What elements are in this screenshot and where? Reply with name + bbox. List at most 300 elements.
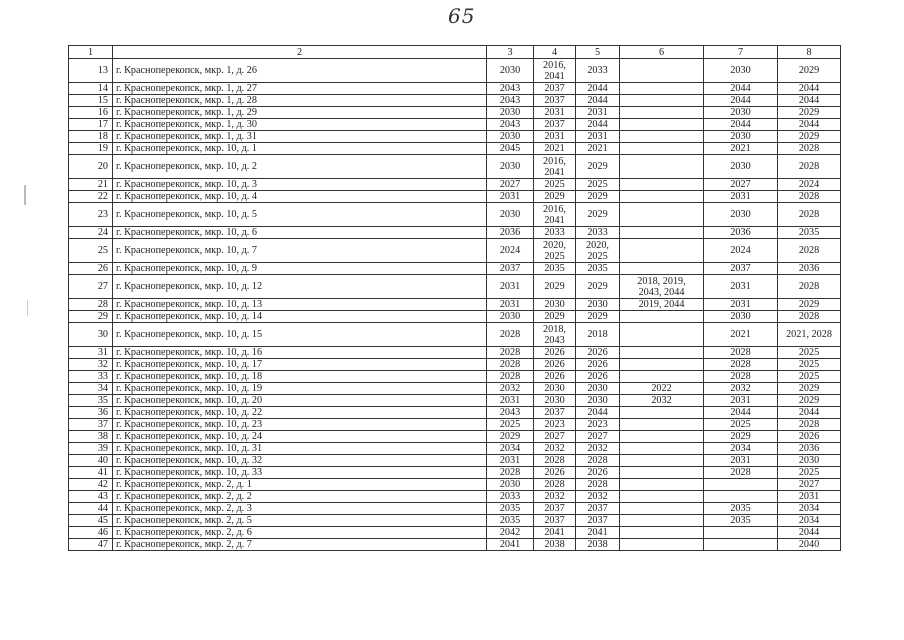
- column-header: 4: [534, 46, 576, 59]
- col6-cell: [620, 359, 704, 371]
- col8-cell: 2028: [778, 311, 841, 323]
- table-row: [69, 383, 841, 395]
- col7-cell: 2028: [704, 347, 778, 359]
- col8-cell: 2029: [778, 131, 841, 143]
- address-cell: г. Красноперекопск, мкр. 10, д. 15: [113, 323, 487, 347]
- row-number: 40: [69, 455, 113, 467]
- table-row: [69, 299, 841, 311]
- header-row: [69, 46, 841, 59]
- col6-cell: [620, 491, 704, 503]
- col7-cell: 2030: [704, 155, 778, 179]
- address-cell: г. Красноперекопск, мкр. 10, д. 5: [113, 203, 487, 227]
- col8-cell: 2028: [778, 419, 841, 431]
- col8-cell: 2028: [778, 203, 841, 227]
- schedule-table: [68, 45, 841, 551]
- col8-cell: 2031: [778, 491, 841, 503]
- col6-cell: 2018, 2019, 2043, 2044: [620, 275, 704, 299]
- col8-cell: 2035: [778, 227, 841, 239]
- table-row: [69, 107, 841, 119]
- table-row: [69, 359, 841, 371]
- col7-cell: 2025: [704, 419, 778, 431]
- address-cell: г. Красноперекопск, мкр. 1, д. 28: [113, 95, 487, 107]
- col6-cell: [620, 431, 704, 443]
- col7-cell: 2031: [704, 299, 778, 311]
- col6-cell: [620, 131, 704, 143]
- col6-cell: [620, 239, 704, 263]
- col7-cell: 2024: [704, 239, 778, 263]
- col6-cell: [620, 503, 704, 515]
- col3-cell: 2030: [487, 59, 534, 83]
- col8-cell: 2029: [778, 107, 841, 119]
- address-cell: г. Красноперекопск, мкр. 2, д. 1: [113, 479, 487, 491]
- row-number: 15: [69, 95, 113, 107]
- col5-cell: 2027: [576, 431, 620, 443]
- table-row: [69, 503, 841, 515]
- table-row: [69, 323, 841, 347]
- col4-cell: 2029: [534, 311, 576, 323]
- address-cell: г. Красноперекопск, мкр. 10, д. 32: [113, 455, 487, 467]
- row-number: 46: [69, 527, 113, 539]
- col6-cell: [620, 155, 704, 179]
- column-header: 7: [704, 46, 778, 59]
- address-cell: г. Красноперекопск, мкр. 10, д. 18: [113, 371, 487, 383]
- column-header: 1: [69, 46, 113, 59]
- col8-cell: 2040: [778, 539, 841, 551]
- address-cell: г. Красноперекопск, мкр. 1, д. 27: [113, 83, 487, 95]
- col3-cell: 2041: [487, 539, 534, 551]
- col5-cell: 2032: [576, 443, 620, 455]
- column-header: 6: [620, 46, 704, 59]
- col6-cell: [620, 479, 704, 491]
- col7-cell: 2028: [704, 371, 778, 383]
- col6-cell: [620, 143, 704, 155]
- col3-cell: 2031: [487, 191, 534, 203]
- table-body: [69, 59, 841, 551]
- col4-cell: 2016, 2041: [534, 155, 576, 179]
- row-number: 42: [69, 479, 113, 491]
- row-number: 14: [69, 83, 113, 95]
- table-row: [69, 347, 841, 359]
- address-cell: г. Красноперекопск, мкр. 1, д. 26: [113, 59, 487, 83]
- table-row: [69, 491, 841, 503]
- col3-cell: 2028: [487, 323, 534, 347]
- col6-cell: [620, 263, 704, 275]
- row-number: 25: [69, 239, 113, 263]
- col7-cell: 2030: [704, 107, 778, 119]
- col8-cell: 2044: [778, 527, 841, 539]
- col5-cell: 2030: [576, 299, 620, 311]
- col3-cell: 2043: [487, 407, 534, 419]
- col7-cell: 2031: [704, 191, 778, 203]
- row-number: 21: [69, 179, 113, 191]
- col5-cell: 2026: [576, 359, 620, 371]
- col8-cell: 2030: [778, 455, 841, 467]
- col5-cell: 2031: [576, 131, 620, 143]
- table-row: [69, 407, 841, 419]
- col8-cell: 2025: [778, 467, 841, 479]
- row-number: 43: [69, 491, 113, 503]
- address-cell: г. Красноперекопск, мкр. 2, д. 3: [113, 503, 487, 515]
- table-row: [69, 143, 841, 155]
- col8-cell: 2044: [778, 407, 841, 419]
- address-cell: г. Красноперекопск, мкр. 10, д. 9: [113, 263, 487, 275]
- address-cell: г. Красноперекопск, мкр. 10, д. 3: [113, 179, 487, 191]
- table-row: [69, 119, 841, 131]
- col8-cell: 2044: [778, 95, 841, 107]
- col4-cell: 2029: [534, 275, 576, 299]
- row-number: 36: [69, 407, 113, 419]
- row-number: 33: [69, 371, 113, 383]
- address-cell: г. Красноперекопск, мкр. 10, д. 12: [113, 275, 487, 299]
- col4-cell: 2037: [534, 95, 576, 107]
- col7-cell: [704, 539, 778, 551]
- col5-cell: 2041: [576, 527, 620, 539]
- row-number: 18: [69, 131, 113, 143]
- col3-cell: 2030: [487, 479, 534, 491]
- col6-cell: [620, 455, 704, 467]
- table-row: [69, 455, 841, 467]
- col4-cell: 2037: [534, 119, 576, 131]
- col7-cell: 2044: [704, 83, 778, 95]
- col5-cell: 2044: [576, 119, 620, 131]
- address-cell: г. Красноперекопск, мкр. 10, д. 16: [113, 347, 487, 359]
- col5-cell: 2029: [576, 311, 620, 323]
- col3-cell: 2043: [487, 83, 534, 95]
- col3-cell: 2036: [487, 227, 534, 239]
- row-number: 37: [69, 419, 113, 431]
- table-row: [69, 155, 841, 179]
- col4-cell: 2016, 2041: [534, 59, 576, 83]
- col6-cell: [620, 347, 704, 359]
- col3-cell: 2030: [487, 107, 534, 119]
- col7-cell: 2032: [704, 383, 778, 395]
- col4-cell: 2026: [534, 467, 576, 479]
- col3-cell: 2030: [487, 311, 534, 323]
- col5-cell: 2025: [576, 179, 620, 191]
- row-number: 16: [69, 107, 113, 119]
- col4-cell: 2035: [534, 263, 576, 275]
- col8-cell: 2028: [778, 155, 841, 179]
- col6-cell: [620, 467, 704, 479]
- address-cell: г. Красноперекопск, мкр. 10, д. 1: [113, 143, 487, 155]
- col6-cell: [620, 419, 704, 431]
- table-row: [69, 371, 841, 383]
- table-row: [69, 83, 841, 95]
- col4-cell: 2041: [534, 527, 576, 539]
- row-number: 26: [69, 263, 113, 275]
- address-cell: г. Красноперекопск, мкр. 10, д. 23: [113, 419, 487, 431]
- col5-cell: 2031: [576, 107, 620, 119]
- address-cell: г. Красноперекопск, мкр. 10, д. 14: [113, 311, 487, 323]
- col4-cell: 2027: [534, 431, 576, 443]
- table-row: [69, 311, 841, 323]
- col7-cell: 2031: [704, 395, 778, 407]
- address-cell: г. Красноперекопск, мкр. 10, д. 24: [113, 431, 487, 443]
- col7-cell: 2030: [704, 203, 778, 227]
- col6-cell: [620, 539, 704, 551]
- col4-cell: 2018, 2043: [534, 323, 576, 347]
- col5-cell: 2035: [576, 263, 620, 275]
- address-cell: г. Красноперекопск, мкр. 1, д. 30: [113, 119, 487, 131]
- col3-cell: 2030: [487, 131, 534, 143]
- col8-cell: 2029: [778, 383, 841, 395]
- col6-cell: [620, 191, 704, 203]
- table-row: [69, 443, 841, 455]
- col3-cell: 2031: [487, 455, 534, 467]
- col8-cell: 2029: [778, 395, 841, 407]
- address-cell: г. Красноперекопск, мкр. 10, д. 7: [113, 239, 487, 263]
- col4-cell: 2037: [534, 515, 576, 527]
- col3-cell: 2031: [487, 275, 534, 299]
- col5-cell: 2028: [576, 479, 620, 491]
- row-number: 44: [69, 503, 113, 515]
- col3-cell: 2028: [487, 371, 534, 383]
- table-row: [69, 227, 841, 239]
- row-number: 39: [69, 443, 113, 455]
- col7-cell: 2044: [704, 407, 778, 419]
- table-row: [69, 539, 841, 551]
- col5-cell: 2033: [576, 227, 620, 239]
- col7-cell: 2030: [704, 131, 778, 143]
- address-cell: г. Красноперекопск, мкр. 10, д. 6: [113, 227, 487, 239]
- col4-cell: 2029: [534, 191, 576, 203]
- row-number: 28: [69, 299, 113, 311]
- col3-cell: 2025: [487, 419, 534, 431]
- col3-cell: 2033: [487, 491, 534, 503]
- col3-cell: 2027: [487, 179, 534, 191]
- col7-cell: 2031: [704, 455, 778, 467]
- col8-cell: 2044: [778, 119, 841, 131]
- col6-cell: [620, 119, 704, 131]
- col7-cell: 2044: [704, 119, 778, 131]
- col5-cell: 2030: [576, 383, 620, 395]
- col4-cell: 2021: [534, 143, 576, 155]
- col8-cell: 2026: [778, 431, 841, 443]
- table-row: [69, 239, 841, 263]
- col8-cell: 2025: [778, 359, 841, 371]
- col3-cell: 2029: [487, 431, 534, 443]
- col3-cell: 2037: [487, 263, 534, 275]
- table-row: [69, 203, 841, 227]
- col8-cell: 2028: [778, 239, 841, 263]
- col3-cell: 2035: [487, 503, 534, 515]
- col8-cell: 2029: [778, 299, 841, 311]
- scan-mark: [24, 185, 26, 205]
- table-row: [69, 515, 841, 527]
- table-row: [69, 263, 841, 275]
- col6-cell: [620, 227, 704, 239]
- col7-cell: 2037: [704, 263, 778, 275]
- col5-cell: 2030: [576, 395, 620, 407]
- col5-cell: 2044: [576, 407, 620, 419]
- col5-cell: 2037: [576, 503, 620, 515]
- row-number: 31: [69, 347, 113, 359]
- col6-cell: [620, 107, 704, 119]
- col6-cell: [620, 443, 704, 455]
- col7-cell: 2030: [704, 311, 778, 323]
- row-number: 22: [69, 191, 113, 203]
- col4-cell: 2028: [534, 479, 576, 491]
- col8-cell: 2027: [778, 479, 841, 491]
- col6-cell: [620, 311, 704, 323]
- col7-cell: 2028: [704, 359, 778, 371]
- col8-cell: 2034: [778, 515, 841, 527]
- col4-cell: 2028: [534, 455, 576, 467]
- col4-cell: 2037: [534, 83, 576, 95]
- row-number: 32: [69, 359, 113, 371]
- col5-cell: 2023: [576, 419, 620, 431]
- col7-cell: 2021: [704, 323, 778, 347]
- address-cell: г. Красноперекопск, мкр. 2, д. 2: [113, 491, 487, 503]
- row-number: 23: [69, 203, 113, 227]
- col6-cell: [620, 515, 704, 527]
- row-number: 19: [69, 143, 113, 155]
- col6-cell: 2032: [620, 395, 704, 407]
- col8-cell: 2028: [778, 275, 841, 299]
- col5-cell: 2037: [576, 515, 620, 527]
- col7-cell: 2029: [704, 431, 778, 443]
- col6-cell: [620, 407, 704, 419]
- col4-cell: 2031: [534, 131, 576, 143]
- col7-cell: 2031: [704, 275, 778, 299]
- col5-cell: 2026: [576, 467, 620, 479]
- row-number: 27: [69, 275, 113, 299]
- page-number: 65: [448, 4, 476, 28]
- column-header: 5: [576, 46, 620, 59]
- address-cell: г. Красноперекопск, мкр. 10, д. 4: [113, 191, 487, 203]
- col8-cell: 2025: [778, 347, 841, 359]
- col7-cell: 2034: [704, 443, 778, 455]
- col5-cell: 2044: [576, 95, 620, 107]
- col7-cell: [704, 479, 778, 491]
- address-cell: г. Красноперекопск, мкр. 10, д. 33: [113, 467, 487, 479]
- col5-cell: 2029: [576, 191, 620, 203]
- col4-cell: 2020, 2025: [534, 239, 576, 263]
- row-number: 20: [69, 155, 113, 179]
- col4-cell: 2030: [534, 383, 576, 395]
- col4-cell: 2026: [534, 347, 576, 359]
- column-header: 8: [778, 46, 841, 59]
- col3-cell: 2030: [487, 155, 534, 179]
- col6-cell: [620, 527, 704, 539]
- col5-cell: 2038: [576, 539, 620, 551]
- address-cell: г. Красноперекопск, мкр. 10, д. 31: [113, 443, 487, 455]
- col4-cell: 2016, 2041: [534, 203, 576, 227]
- table-row: [69, 527, 841, 539]
- col3-cell: 2031: [487, 395, 534, 407]
- col3-cell: 2043: [487, 95, 534, 107]
- col4-cell: 2033: [534, 227, 576, 239]
- col7-cell: 2035: [704, 503, 778, 515]
- col3-cell: 2043: [487, 119, 534, 131]
- col5-cell: 2044: [576, 83, 620, 95]
- address-cell: г. Красноперекопск, мкр. 1, д. 31: [113, 131, 487, 143]
- address-cell: г. Красноперекопск, мкр. 10, д. 20: [113, 395, 487, 407]
- col8-cell: 2021, 2028: [778, 323, 841, 347]
- column-header: 3: [487, 46, 534, 59]
- col5-cell: 2021: [576, 143, 620, 155]
- col6-cell: [620, 95, 704, 107]
- table-row: [69, 395, 841, 407]
- table-row: [69, 479, 841, 491]
- col6-cell: [620, 371, 704, 383]
- scan-mark: [27, 300, 28, 316]
- table-row: [69, 419, 841, 431]
- col8-cell: 2044: [778, 83, 841, 95]
- col4-cell: 2031: [534, 107, 576, 119]
- col4-cell: 2038: [534, 539, 576, 551]
- row-number: 45: [69, 515, 113, 527]
- col4-cell: 2026: [534, 359, 576, 371]
- col8-cell: 2036: [778, 443, 841, 455]
- col3-cell: 2031: [487, 299, 534, 311]
- row-number: 30: [69, 323, 113, 347]
- address-cell: г. Красноперекопск, мкр. 10, д. 17: [113, 359, 487, 371]
- address-cell: г. Красноперекопск, мкр. 10, д. 2: [113, 155, 487, 179]
- col6-cell: [620, 203, 704, 227]
- table-row: [69, 179, 841, 191]
- col6-cell: 2022: [620, 383, 704, 395]
- col5-cell: 2029: [576, 155, 620, 179]
- col8-cell: 2024: [778, 179, 841, 191]
- col8-cell: 2036: [778, 263, 841, 275]
- col4-cell: 2025: [534, 179, 576, 191]
- table-row: [69, 431, 841, 443]
- col7-cell: [704, 491, 778, 503]
- table-row: [69, 95, 841, 107]
- col6-cell: [620, 323, 704, 347]
- col8-cell: 2028: [778, 191, 841, 203]
- col3-cell: 2030: [487, 203, 534, 227]
- col7-cell: 2035: [704, 515, 778, 527]
- col5-cell: 2020, 2025: [576, 239, 620, 263]
- col3-cell: 2028: [487, 347, 534, 359]
- col8-cell: 2029: [778, 59, 841, 83]
- row-number: 17: [69, 119, 113, 131]
- col3-cell: 2035: [487, 515, 534, 527]
- col6-cell: 2019, 2044: [620, 299, 704, 311]
- col4-cell: 2026: [534, 371, 576, 383]
- col3-cell: 2032: [487, 383, 534, 395]
- row-number: 34: [69, 383, 113, 395]
- col5-cell: 2029: [576, 275, 620, 299]
- col7-cell: 2028: [704, 467, 778, 479]
- col4-cell: 2030: [534, 395, 576, 407]
- col8-cell: 2028: [778, 143, 841, 155]
- col3-cell: 2024: [487, 239, 534, 263]
- col5-cell: 2029: [576, 203, 620, 227]
- row-number: 35: [69, 395, 113, 407]
- address-cell: г. Красноперекопск, мкр. 2, д. 7: [113, 539, 487, 551]
- col3-cell: 2042: [487, 527, 534, 539]
- col7-cell: 2036: [704, 227, 778, 239]
- col5-cell: 2026: [576, 347, 620, 359]
- address-cell: г. Красноперекопск, мкр. 2, д. 5: [113, 515, 487, 527]
- col3-cell: 2045: [487, 143, 534, 155]
- address-cell: г. Красноперекопск, мкр. 10, д. 13: [113, 299, 487, 311]
- row-number: 38: [69, 431, 113, 443]
- col6-cell: [620, 83, 704, 95]
- col6-cell: [620, 179, 704, 191]
- col4-cell: 2037: [534, 407, 576, 419]
- col8-cell: 2025: [778, 371, 841, 383]
- row-number: 24: [69, 227, 113, 239]
- col4-cell: 2023: [534, 419, 576, 431]
- row-number: 29: [69, 311, 113, 323]
- col7-cell: [704, 527, 778, 539]
- col5-cell: 2018: [576, 323, 620, 347]
- col4-cell: 2030: [534, 299, 576, 311]
